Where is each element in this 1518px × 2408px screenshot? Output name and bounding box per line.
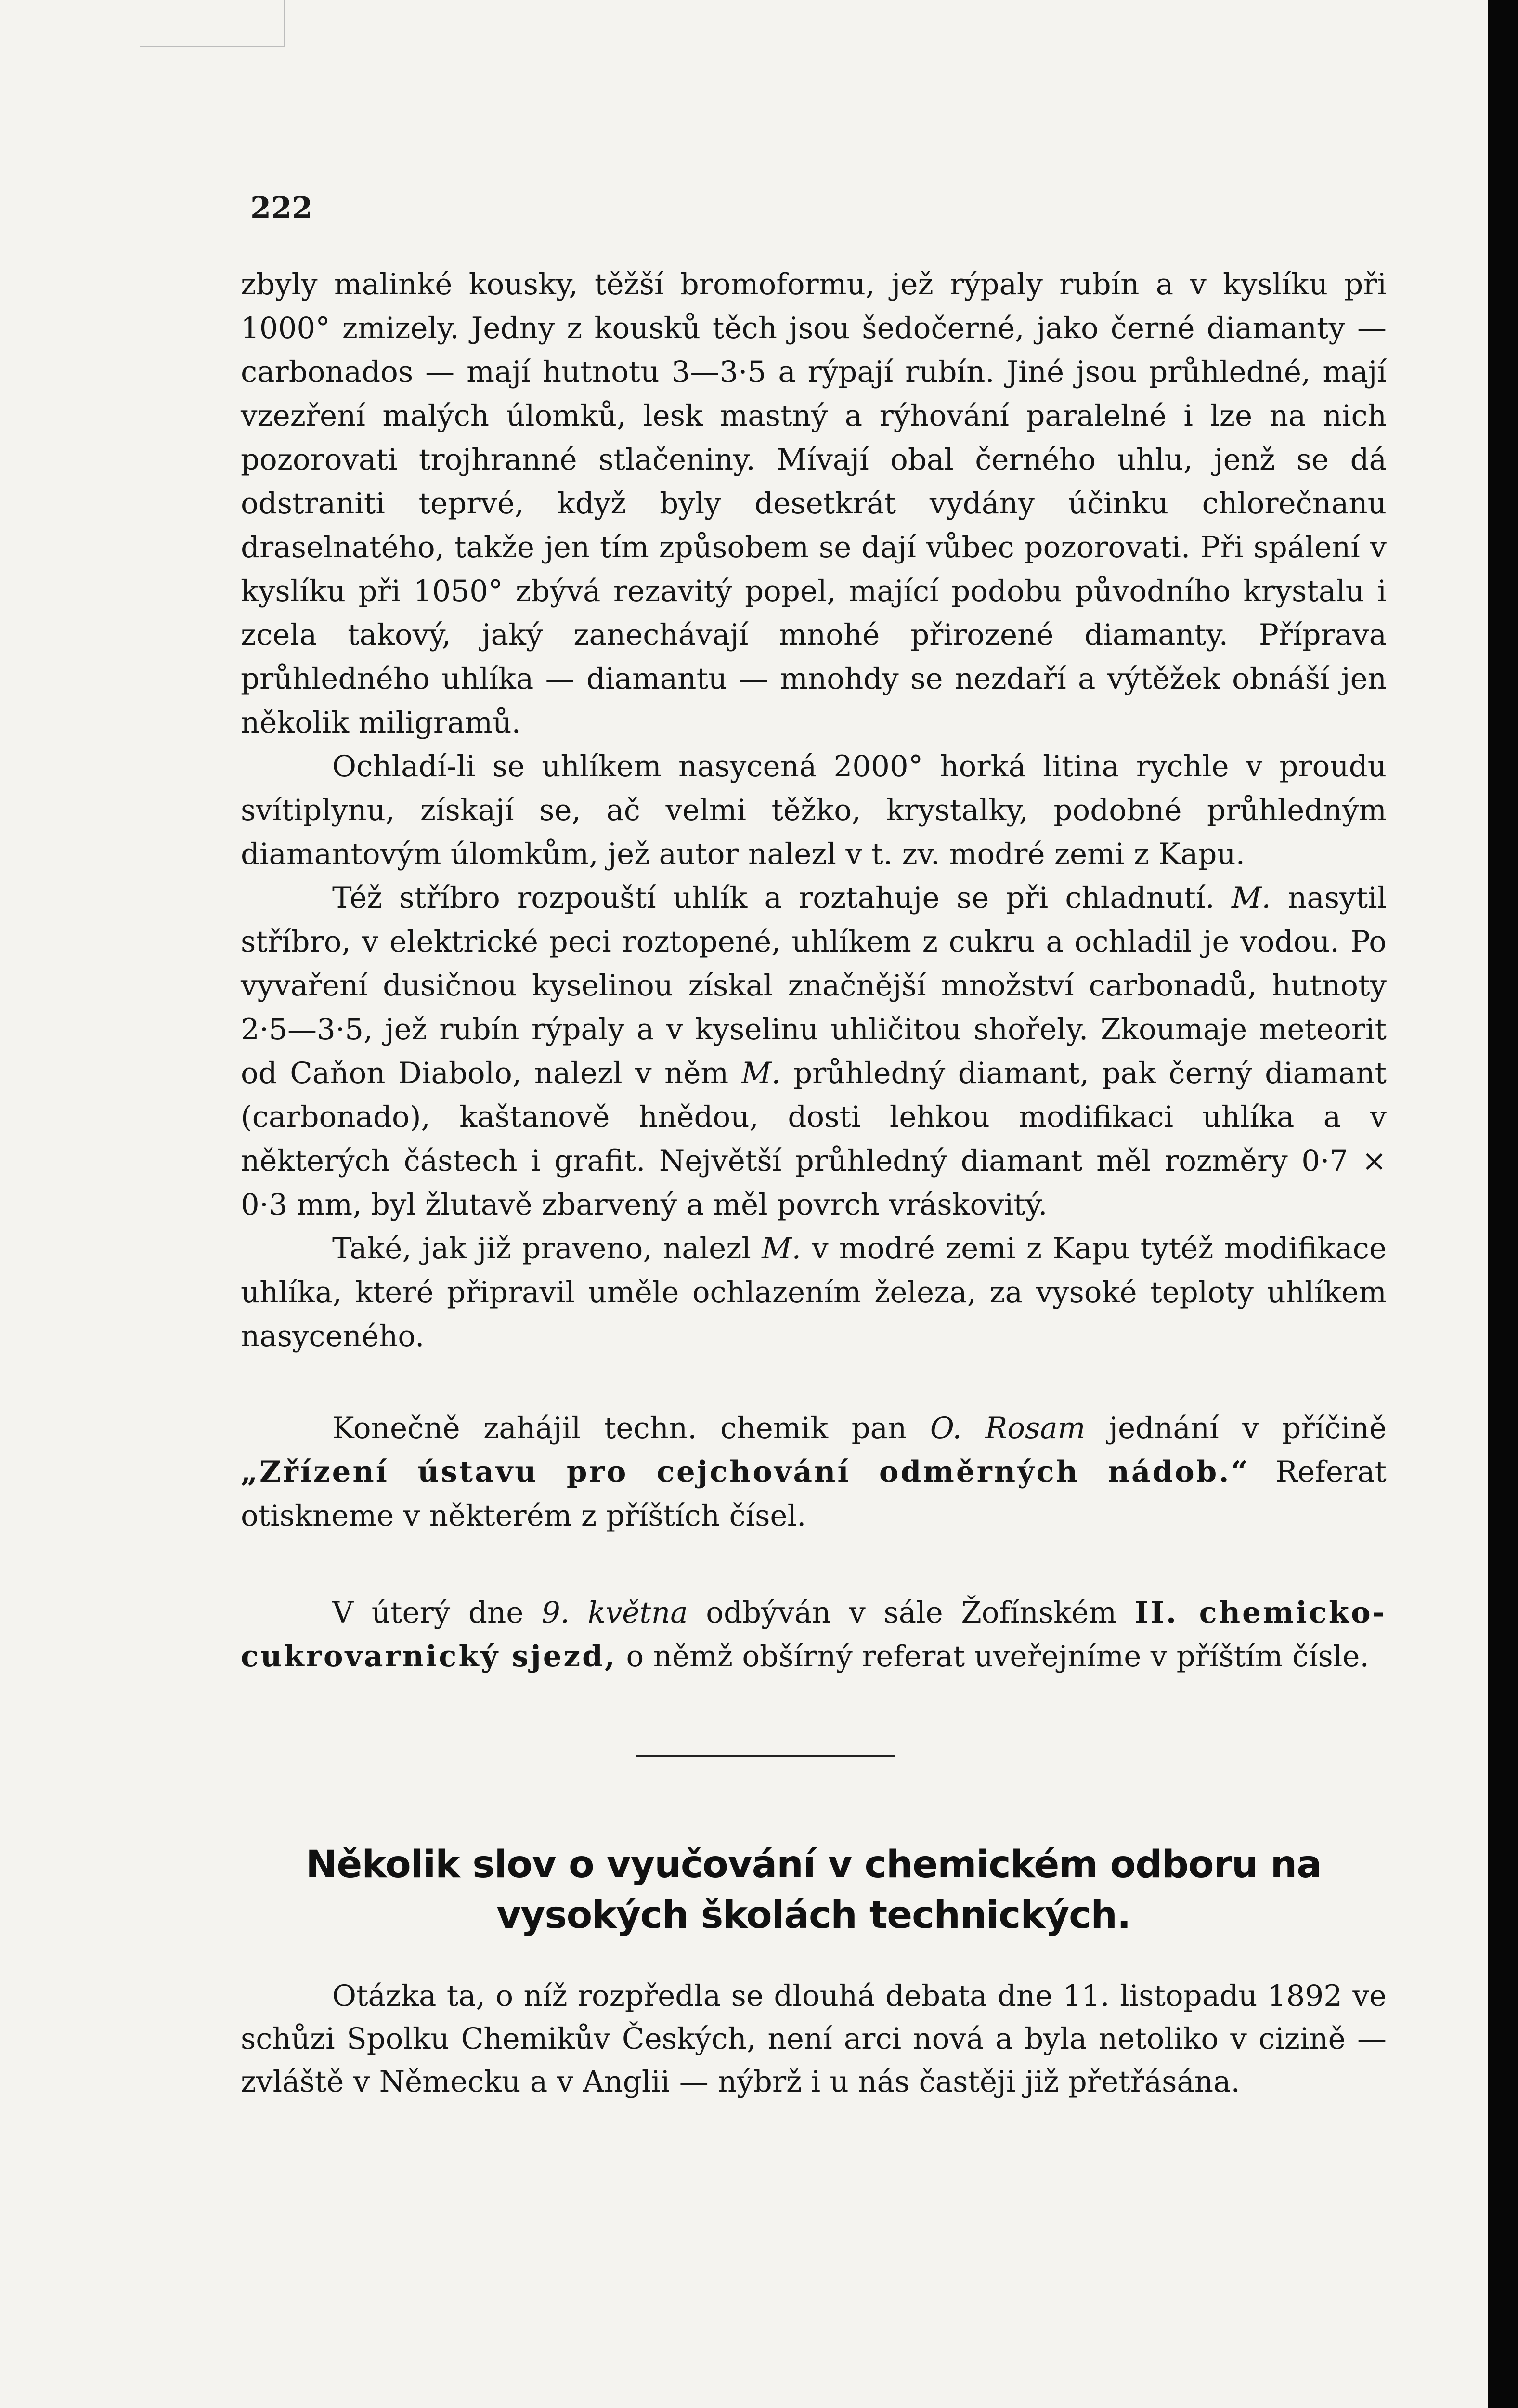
paragraph-2: Ochladí-li se uhlíkem nasycená 2000° horká litina rychle v proudu svítiplynu, získají se, ač velmi těžko, krystalky, podobné průhledným diamantovým úlomkům, jež autor nalezl v t. zv. modré zemi z Kapu. [241,749,1387,871]
page-number: 222 [250,190,313,225]
paragraph-4: Také, jak již praveno, nalezl M. v modré zemi z Kapu tytéž modifikace uhlíka, které připravil uměle ochlazením železa, za vysoké teploty uhlíkem nasyceného. [241,1231,1387,1353]
paragraph-6: V úterý dne 9. května odbýván v sále Žofínském II. chemicko-cukrovarnický sjezd, o němž obšírný referat uveřejníme v příštím čísle. [241,1596,1387,1674]
paragraph-3: Též stříbro rozpouští uhlík a roztahuje se při chladnutí. M. nasytil stříbro, v elektrické peci roztopené, uhlíkem z cukru a ochladil je vodou. Po vyvaření dusičnou kyselinou získal značnější množství carbonadů, hutnoty 2·5—3·5, jež rubín rýpaly a v kyselinu uhličitou shořely. Zkoumaje meteorit od Caňon Diabolo, nalezl v něm M. průhledný diamant, pak černý diamant (carbonado), kaštanově hnědou, dosti lehkou modifikaci uhlíka a v některých částech i grafit. Největší průhledný diamant měl rozměry 0·7 × 0·3 mm, byl žlutavě zbarvený a měl povrch vráskovitý. [241,881,1387,1222]
paragraph-1: zbyly malinké kousky, těžší bromoformu, jež rýpaly rubín a v kyslíku při 1000° zmizely. Jedny z kousků těch jsou šedočerné, jako černé diamanty — carbonados — mají hutnotu 3—3·5 a rýpají rubín. Jiné jsou průhledné, mají vzezření malých úlomků, lesk mastný a rýhování paralelné i lze na nich pozorovati trojhranné stlačeniny. Mívají obal černého uhlu, jenž se dá odstraniti teprvé, když byly desetkrát vydány účinku chlorečnanu draselnatého, takže jen tím způsobem se dají vůbec pozorovati. Při spálení v kyslíku při 1050° zbývá rezavitý popel, mající podobu původního krystalu i zcela takový, jaký zanechávají mnohé přirozené diamanty. Příprava průhledného uhlíka — diamantu — mnohdy se nezdaří a výtěžek obnáší jen několik miligramů. [241,267,1387,740]
section-divider [636,1755,895,1757]
article-2-body [241,1975,1387,2103]
article-2-paragraph-1: Otázka ta, o níž rozpředla se dlouhá debata dne 11. listopadu 1892 ve schůzi Spolku Chemikův Českých, není arci nová a byla netoliko v cizině — zvláště v Německu a v Anglii — nýbrž i u nás častěji již přetřásána. [241,1979,1387,2099]
scan-border [1488,0,1518,2408]
article-body [241,262,1387,1678]
paragraph-5: Konečně zahájil techn. chemik pan O. Rosam jednání v příčině „Zřízení ústavu pro cejchování odměrných nádob.“ Referat otiskneme v některém z příštích čísel. [241,1411,1387,1533]
article-heading: Několik slov o vyučování v chemickém odboru na vysokých školách technických. [306,1843,1322,1937]
page-fold-mark [140,0,285,47]
